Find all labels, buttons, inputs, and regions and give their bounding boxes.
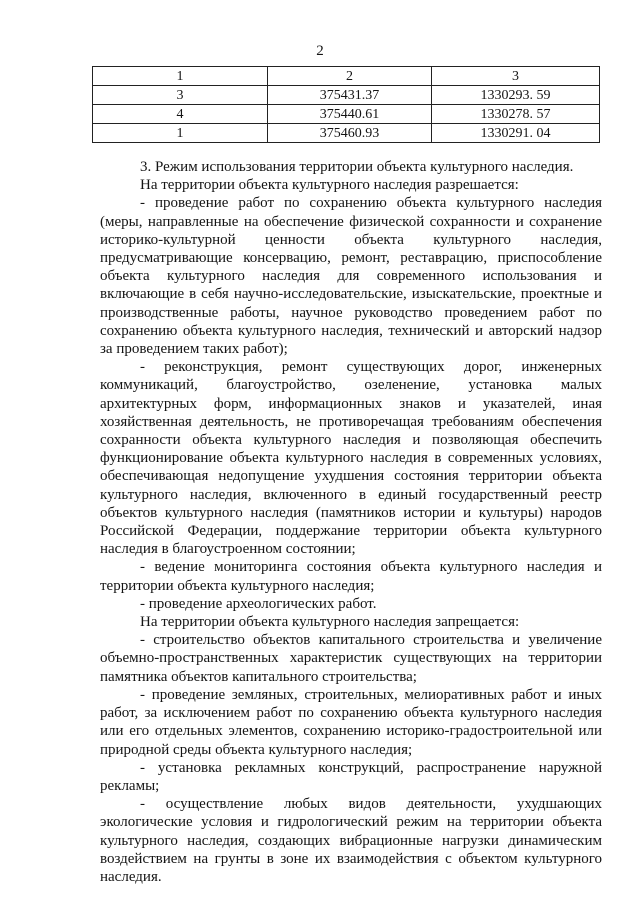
table-cell-x: 375431.37 bbox=[268, 86, 432, 105]
table-header-row bbox=[93, 67, 600, 86]
allowed-item: - ведение мониторинга состояния объекта культурного наследия и территории объекта культурного наследия; bbox=[100, 559, 602, 594]
coordinates-table bbox=[92, 66, 600, 143]
forbidden-intro: На территории объекта культурного наследия запрещается: bbox=[140, 614, 520, 631]
table-header-cell: 2 bbox=[268, 67, 432, 86]
allowed-item: - проведение археологических работ. bbox=[140, 595, 377, 612]
table-row bbox=[93, 86, 600, 105]
allowed-item: - проведение работ по сохранению объекта культурного наследия (меры, направленные на обеспечение физической сохранности и сохранение историко-культурной ценности объекта культурного наследия, предусматривающие консервацию, ремонт, реставрацию, приспособление объекта культурного наследия для современного использования и включающие в себя научно-исследовательские, изыскательские, проектные и производственные работы, научное руководство проведением работ по сохранению объекта культурного наследия, технический и авторский надзор за проведением таких работ); bbox=[100, 195, 602, 358]
page-number: 2 bbox=[316, 43, 324, 59]
forbidden-item: - строительство объектов капитального строительства и увеличение объемно-пространственных характеристик существующих на территории памятника объектов капитального строительства; bbox=[100, 632, 602, 685]
table-cell-point: 3 bbox=[93, 86, 268, 105]
section-title: 3. Режим использования территории объекта культурного наследия. bbox=[140, 159, 574, 175]
table-cell-x: 375460.93 bbox=[268, 124, 432, 143]
forbidden-item: - проведение земляных, строительных, мелиоративных работ и иных работ, за исключением работ по сохранению объекта культурного наследия или его отдельных элементов, сохранению историко-градостроительной или природной среды объекта культурного наследия; bbox=[100, 686, 602, 758]
table-row bbox=[93, 105, 600, 124]
document-body bbox=[100, 158, 602, 886]
table-cell-point: 1 bbox=[93, 124, 268, 143]
table-header-cell: 3 bbox=[432, 67, 600, 86]
table-header-cell: 1 bbox=[93, 67, 268, 86]
forbidden-item: - осуществление любых видов деятельности, ухудшающих экологические условия и гидрологический режим на территории объекта культурного наследия, создающих вибрационные нагрузки динамическим воздействием на грунты в зоне их взаимодействия с объектом культурного наследия. bbox=[100, 796, 602, 885]
table-row bbox=[93, 124, 600, 143]
table-cell-y: 1330291. 04 bbox=[432, 124, 600, 143]
allowed-item: - реконструкция, ремонт существующих дорог, инженерных коммуникаций, благоустройство, озеленение, установка малых архитектурных форм, информационных знаков и указателей, иная хозяйственная деятельность, не противоречащая требованиям обеспечения сохранности объекта культурного наследия и позволяющая обеспечить функционирование объекта культурного наследия в современных условиях, обеспечивающая недопущение ухудшения состояния территории объекта культурного наследия, включенного в единый государственный реестр объектов культурного наследия (памятников истории и культуры) народов Российской Федерации, поддержание территории объекта культурного наследия в благоустроенном состоянии; bbox=[100, 359, 602, 558]
table-cell-y: 1330278. 57 bbox=[432, 105, 600, 124]
allowed-intro: На территории объекта культурного наследия разрешается: bbox=[140, 177, 519, 194]
table-cell-point: 4 bbox=[93, 105, 268, 124]
table-cell-y: 1330293. 59 bbox=[432, 86, 600, 105]
forbidden-item: - установка рекламных конструкций, распространение наружной рекламы; bbox=[100, 759, 602, 794]
table-cell-x: 375440.61 bbox=[268, 105, 432, 124]
